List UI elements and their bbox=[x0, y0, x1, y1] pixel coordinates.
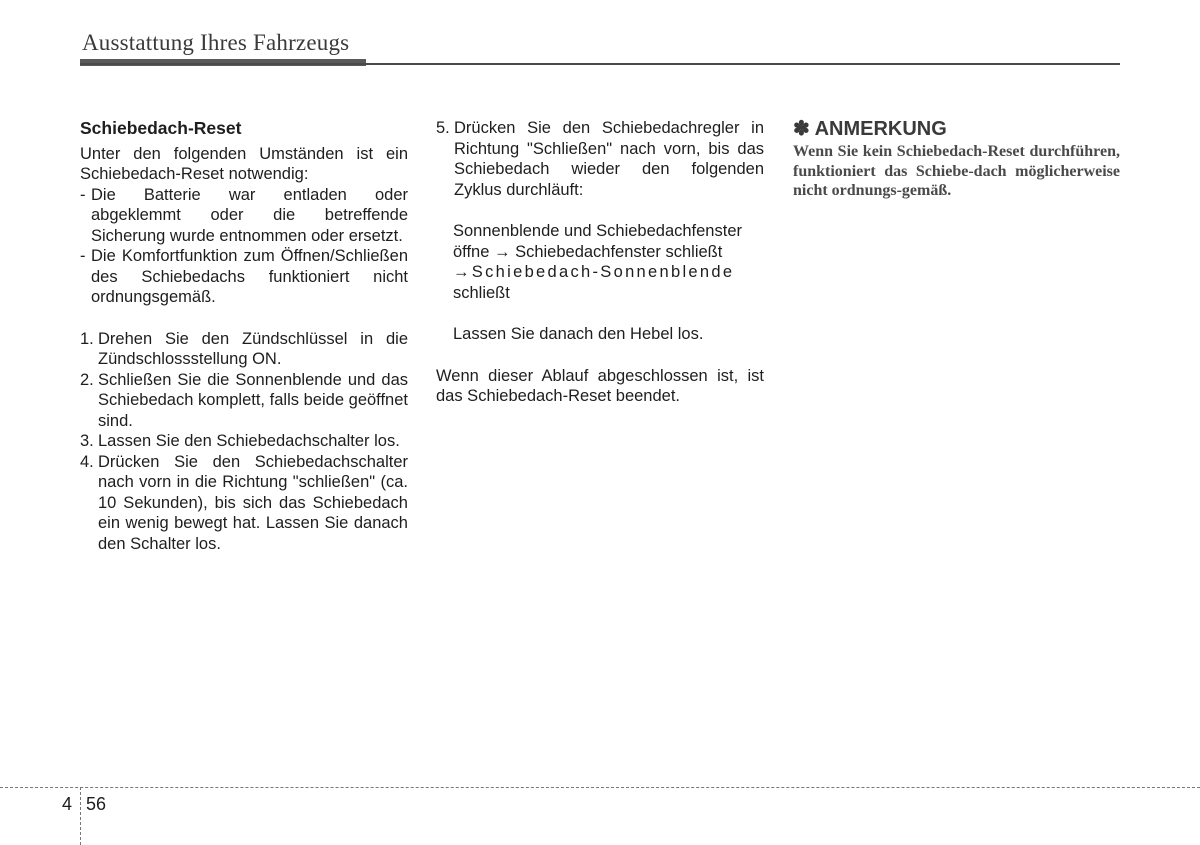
page-header-title: Ausstattung Ihres Fahrzeugs bbox=[82, 30, 350, 55]
condition-item-battery bbox=[80, 185, 408, 247]
dash-marker: - bbox=[80, 185, 86, 204]
step-1 bbox=[80, 329, 408, 370]
step-text: Drücken Sie den Schiebedachschalter nach vorn in die Richtung "schließen" (ca. 10 Sekunden), bis sich das Schiebedach ein wenig bewegt hat. Lassen Sie danach den Schalter los. bbox=[98, 452, 408, 553]
dash-marker: - bbox=[80, 247, 86, 265]
step-number: 1. bbox=[80, 329, 94, 348]
middle-column bbox=[436, 118, 764, 407]
note-box bbox=[793, 118, 1120, 201]
conclusion-paragraph: Wenn dieser Ablauf abgeschlossen ist, ist das Schiebedach-Reset beendet. bbox=[436, 366, 764, 405]
step-5 bbox=[436, 118, 764, 200]
note-text: Wenn Sie kein Schiebedach-Reset durchführen, funktioniert das Schiebe-dach möglicherweise nicht ordnungs-gemäß. bbox=[793, 143, 1120, 199]
cycle-line: Sonnenblende und Schiebedachfenster bbox=[453, 222, 742, 240]
step-text: Drücken Sie den Schiebedachregler in Richtung "Schließen" nach vorn, bis das Schiebedach wieder den folgenden Zyklus durchläuft: bbox=[454, 119, 764, 199]
spacer bbox=[436, 303, 764, 324]
cycle-line: →Schiebedach-Sonnenblende bbox=[453, 263, 735, 281]
asterisk-icon: ✽ bbox=[793, 118, 810, 140]
spacer bbox=[80, 308, 408, 329]
cycle-description bbox=[436, 221, 764, 303]
cycle-line: schließt bbox=[453, 283, 510, 302]
note-heading bbox=[793, 118, 1120, 140]
step-text: Lassen Sie den Schiebedachschalter los. bbox=[98, 432, 400, 450]
header-divider bbox=[80, 63, 1120, 65]
spacer bbox=[436, 200, 764, 221]
step-number: 3. bbox=[80, 432, 94, 450]
page-number: 56 bbox=[86, 794, 107, 814]
step-number: 4. bbox=[80, 452, 94, 471]
spacer bbox=[436, 345, 764, 366]
step-2 bbox=[80, 370, 408, 432]
step-3 bbox=[80, 431, 408, 452]
cycle-line: öffne → Schiebedachfenster schließt bbox=[453, 242, 723, 261]
intro-paragraph: Unter den folgenden Umständen ist ein Schiebedach-Reset notwendig: bbox=[80, 144, 408, 183]
condition-item-comfort bbox=[80, 246, 408, 308]
chapter-number: 4 bbox=[62, 794, 73, 814]
step-number: 5. bbox=[436, 119, 450, 137]
step-text: Schließen Sie die Sonnenblende und das Schiebedach komplett, falls beide geöffnet sind. bbox=[98, 370, 408, 430]
condition-text: Die Komfortfunktion zum Öffnen/Schließen des Schiebedachs funktioniert nicht ordnungsgemäß. bbox=[91, 247, 408, 306]
note-heading-label: ANMERKUNG bbox=[814, 118, 947, 140]
release-instruction: Lassen Sie danach den Hebel los. bbox=[453, 325, 704, 343]
left-column bbox=[80, 118, 408, 554]
step-text: Drehen Sie den Zündschlüssel in die Zündschlossstellung ON. bbox=[98, 329, 408, 368]
footer-page-separator bbox=[80, 787, 81, 845]
footer-divider bbox=[0, 787, 1200, 788]
condition-text: Die Batterie war entladen oder abgeklemmt oder die betreffende Sicherung wurde entnommen oder ersetzt. bbox=[91, 185, 408, 245]
step-4 bbox=[80, 452, 408, 555]
section-heading: Schiebedach-Reset bbox=[80, 118, 242, 138]
step-number: 2. bbox=[80, 370, 94, 389]
